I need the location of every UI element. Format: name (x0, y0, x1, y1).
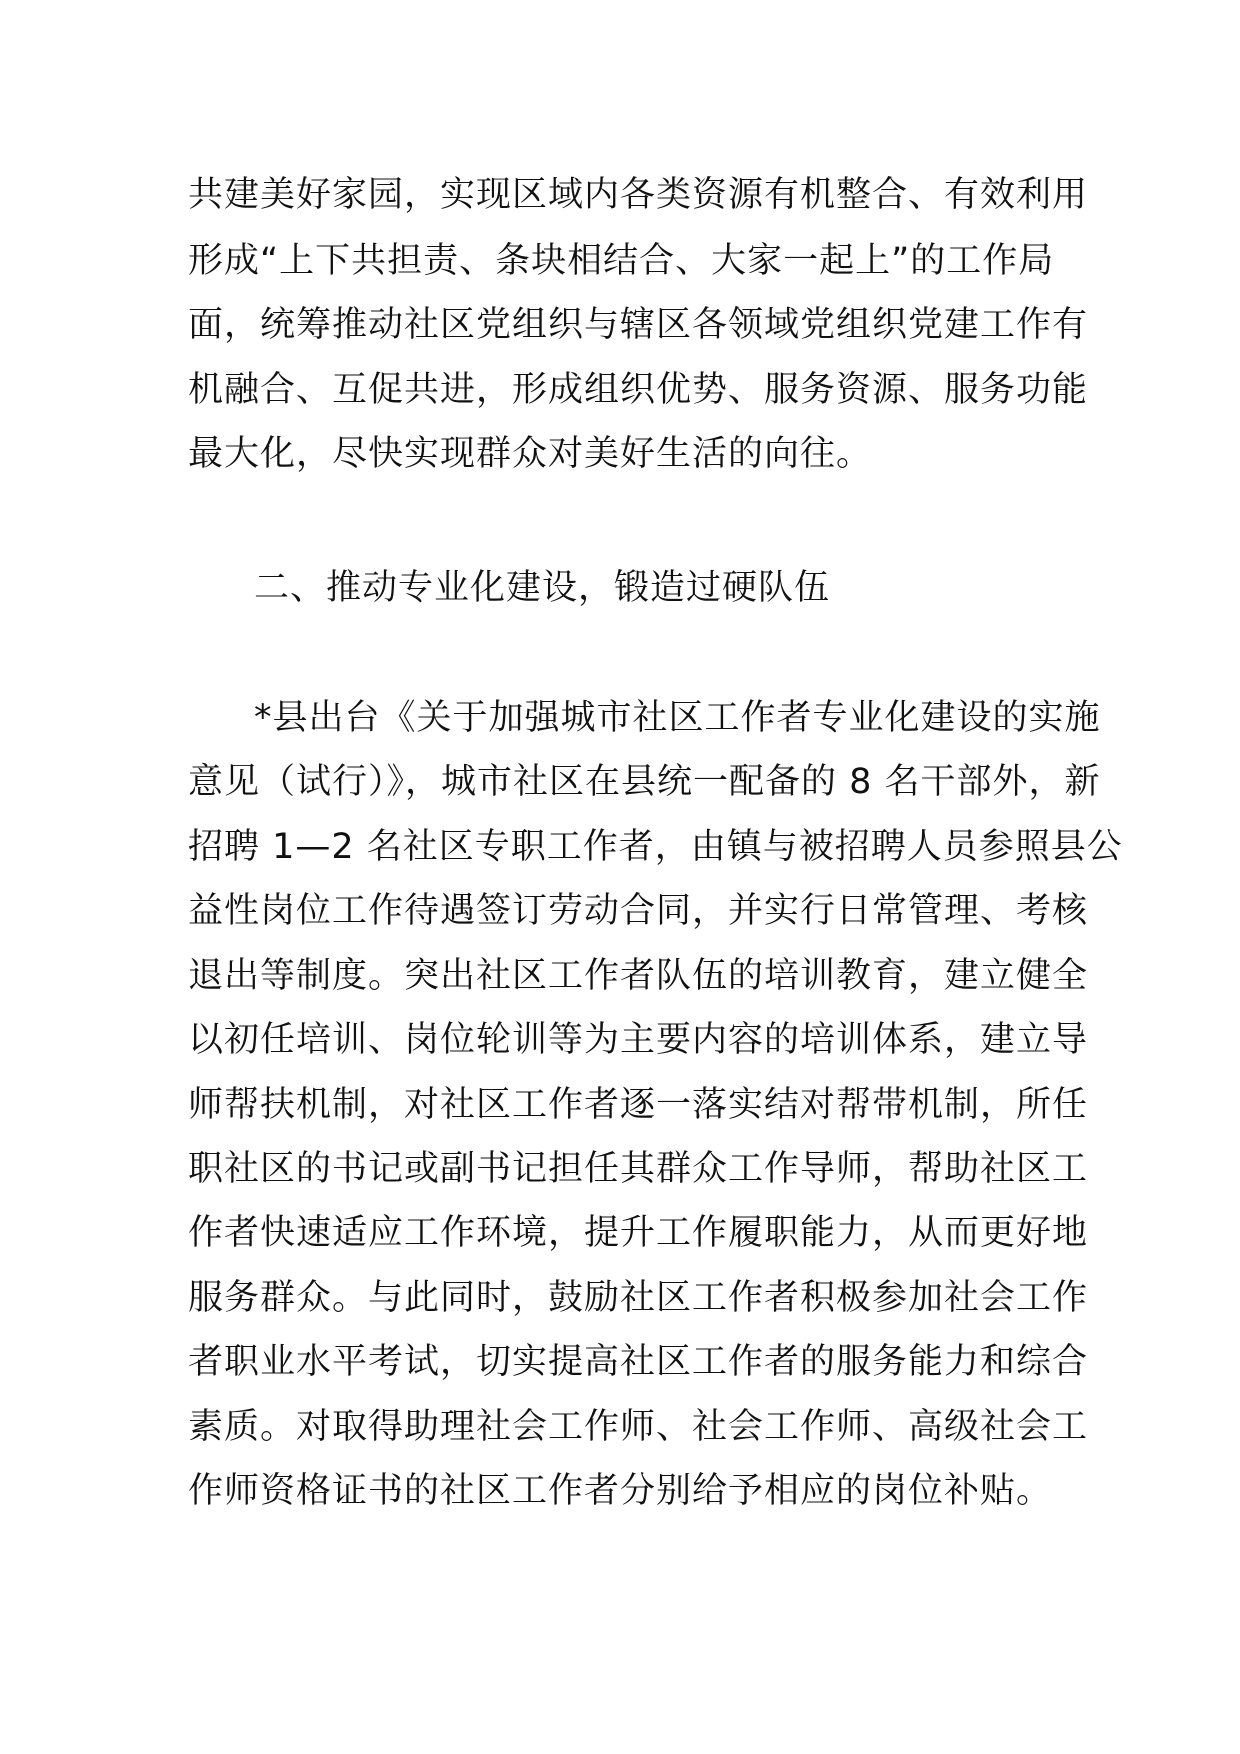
paragraph-line: 招聘 1—2 名社区专职工作者，由镇与被招聘人员参照县公 (188, 827, 1123, 867)
paragraph-line: 面，统筹推动社区党组织与辖区各领域党组织党建工作有 (188, 305, 1089, 345)
paragraph-line: 职社区的书记或副书记担任其群众工作导师，帮助社区工 (188, 1149, 1089, 1189)
paragraph-line: 益性岗位工作待遇签订劳动合同，并实行日常管理、考核 (188, 891, 1089, 931)
paragraph-line: 服务群众。与此同时，鼓励社区工作者积极参加社会工作 (188, 1278, 1089, 1318)
paragraph-line: 机融合、互促共进，形成组织优势、服务资源、服务功能 (188, 370, 1089, 410)
paragraph-line: *县出台《关于加强城市社区工作者专业化建设的实施 (254, 698, 1101, 738)
section-heading: 二、推动专业化建设，锻造过硬队伍 (254, 568, 831, 608)
paragraph-line: 作师资格证书的社区工作者分别给予相应的岗位补贴。 (188, 1471, 1053, 1511)
paragraph-line: 作者快速适应工作环境，提升工作履职能力，从而更好地 (188, 1213, 1089, 1253)
paragraph-line: 以初任培训、岗位轮训等为主要内容的培训体系，建立导 (188, 1020, 1089, 1060)
paragraph-line: 形成“上下共担责、条块相结合、大家一起上”的工作局 (188, 241, 1055, 281)
paragraph-line: 素质。对取得助理社会工作师、社会工作师、高级社会工 (188, 1407, 1089, 1447)
paragraph-line: 退出等制度。突出社区工作者队伍的培训教育，建立健全 (188, 956, 1089, 996)
paragraph-line: 共建美好家园，实现区域内各类资源有机整合、有效利用 (188, 175, 1089, 215)
paragraph-line: 意见（试行）》，城市社区在县统一配备的 8 名干部外，新 (188, 762, 1101, 802)
paragraph-line: 师帮扶机制，对社区工作者逐一落实结对帮带机制，所任 (188, 1085, 1089, 1125)
paragraph-line: 最大化，尽快实现群众对美好生活的向往。 (188, 434, 873, 474)
paragraph-line: 者职业水平考试，切实提高社区工作者的服务能力和综合 (188, 1342, 1089, 1382)
